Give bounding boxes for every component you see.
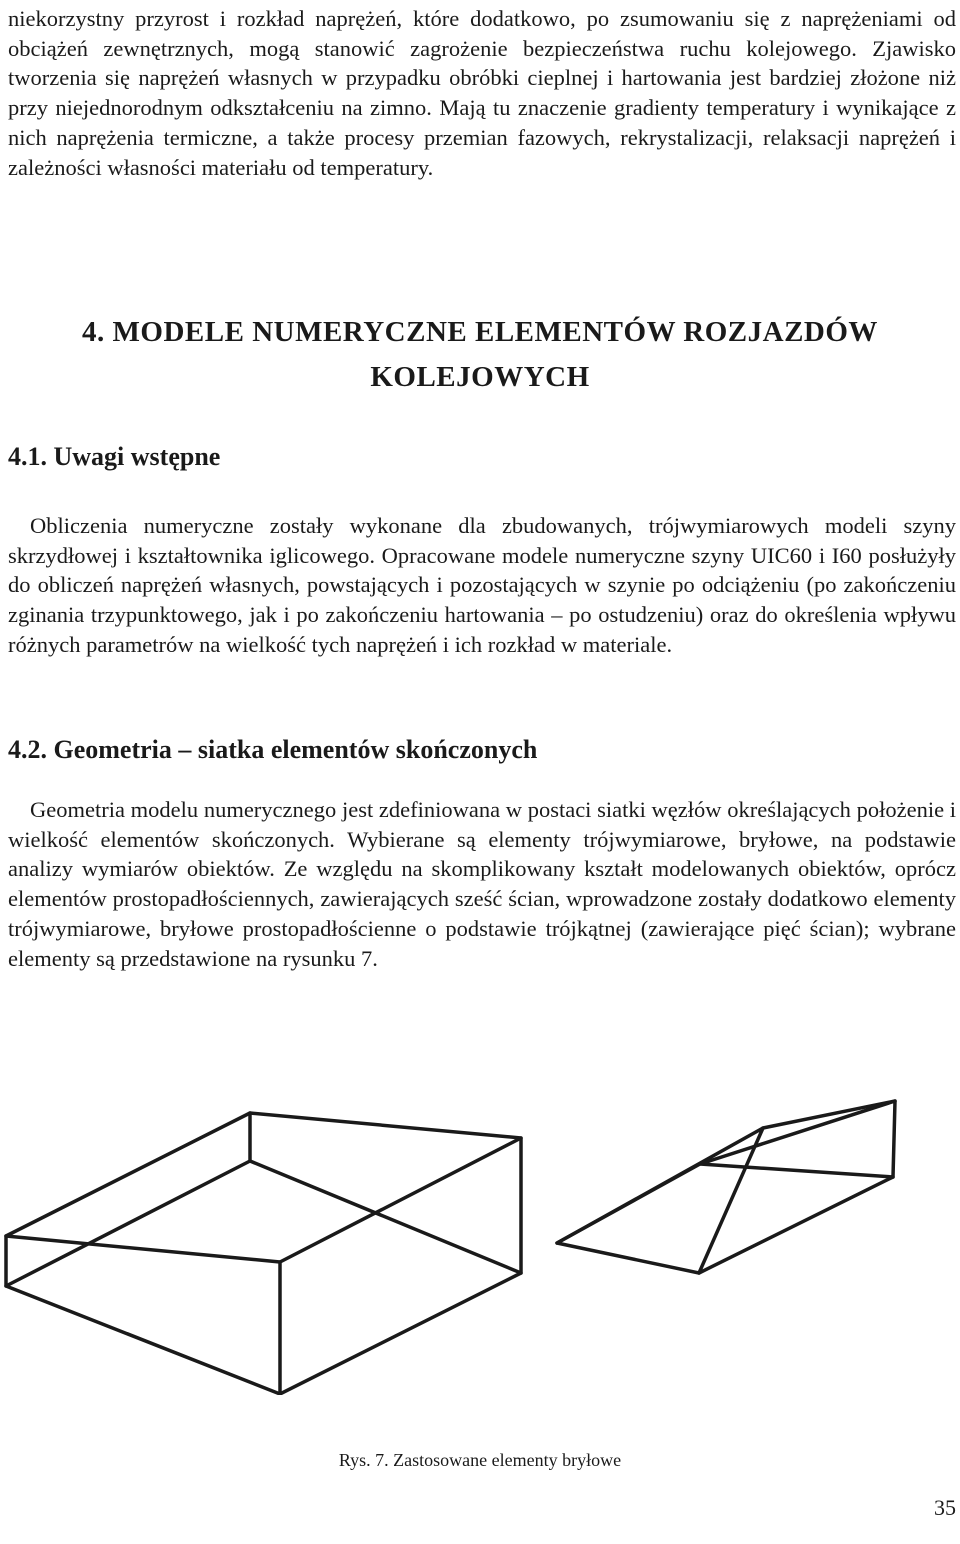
section-4-2-paragraph: Geometria modelu numerycznego jest zdefiniowana w postaci siatki węzłów określających położenie i wielkość elementów skończonych. Wybierane są elementy trójwymiarowe, bryłowe, na podstawie analizy wymiarów obiektów. Ze względu na skomplikowany kształt modelowanych obiektów, oprócz elementów prostopadłościennych, zawierających sześć ścian, wprowadzone zostały dodatkowo elementy trójwymiarowe, bryłowe prostopadłościenne o podstawie trójkątnej (zawierające pięć ścian); wybrane elementy są przedstawione na rysunku 7. (8, 797, 956, 971)
chapter-title-line2: KOLEJOWYCH (370, 361, 590, 393)
hexahedron-element-drawing (6, 1113, 521, 1394)
chapter-title-line1: 4. MODELE NUMERYCZNE ELEMENTÓW ROZJAZDÓW (82, 316, 878, 348)
figure-solid-elements (0, 1095, 960, 1395)
section-4-2-title: 4.2. Geometria – siatka elementów skończonych (8, 735, 538, 764)
section-4-1-title: 4.1. Uwagi wstępne (8, 442, 221, 471)
intro-paragraph: niekorzystny przyrost i rozkład naprężeń, które dodatkowo, po zsumowaniu się z naprężeniami od obciążeń zewnętrznych, mogą stanowić zagrożenie bezpieczeństwa ruchu kolejowego. Zjawisko tworzenia się naprężeń własnych w przypadku obróbki cieplnej i hartowania jest bardziej złożone niż przy niejednorodnym odkształceniu na zimno. Mają tu znaczenie gradienty temperatury i wynikające z nich naprężenia termiczne, a także procesy przemian fazowych, rekrystalizacji, relaksacji naprężeń i zależności własności materiału od temperatury. (8, 6, 956, 180)
figure-caption: Rys. 7. Zastosowane elementy bryłowe (338, 1450, 622, 1470)
page-number: 35 (934, 1495, 956, 1520)
section-4-1-paragraph: Obliczenia numeryczne zostały wykonane dla zbudowanych, trójwymiarowych modeli szyny skrzydłowej i kształtownika iglicowego. Opracowane modele numeryczne szyny UIC60 i I60 posłużyły do obliczeń naprężeń własnych, powstających i pozostających w szynie po odciążeniu (po zakończeniu zginania trzypunktowego, jak i po zakończeniu hartowania – po ostudzeniu) oraz do określenia wpływu różnych parametrów na wielkość tych naprężeń i ich rozkład w materiale. (8, 513, 956, 657)
triangular-prism-element-drawing (557, 1101, 895, 1273)
chapter-title (0, 310, 960, 400)
